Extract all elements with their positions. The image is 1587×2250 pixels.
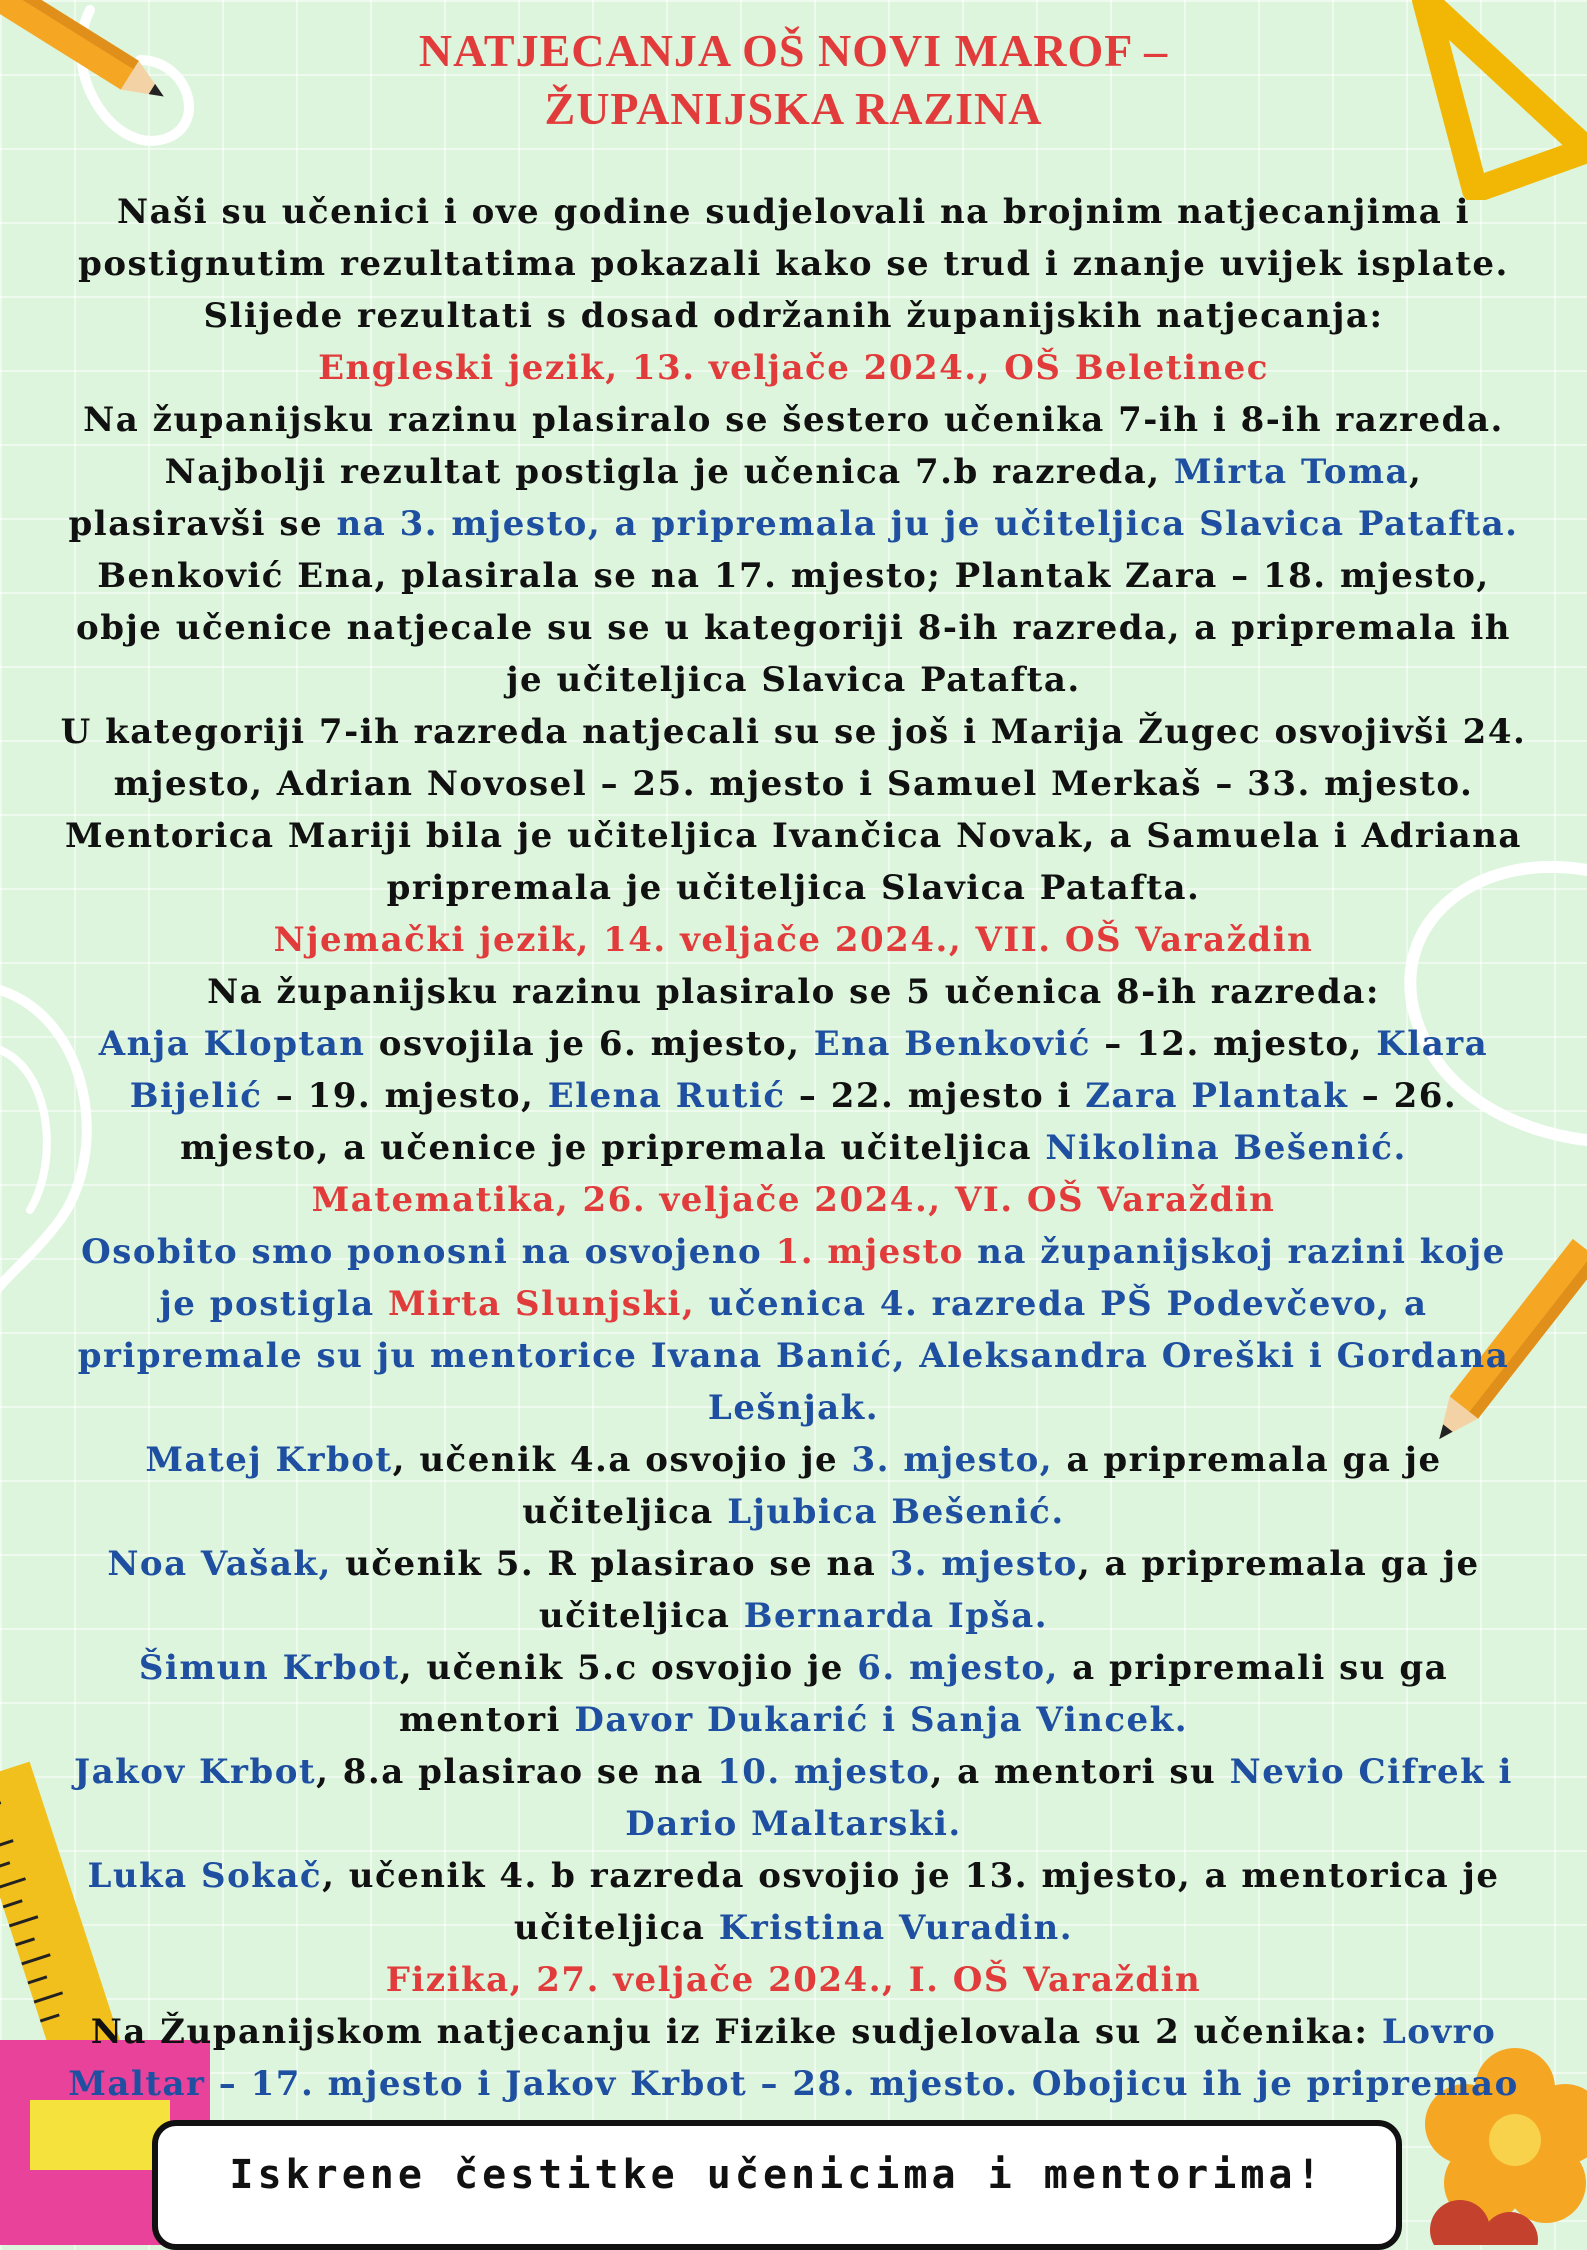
mentor-name: Bernarda Ipša. — [743, 1596, 1049, 1636]
student-name: Anja Kloptan — [98, 1024, 366, 1064]
text-span: učenik 5. R plasirao se na — [331, 1544, 890, 1584]
text-span: – 22. mjesto i — [785, 1076, 1086, 1116]
section-heading-physics: Fizika, 27. veljače 2024., I. OŠ Varaždin — [385, 1960, 1202, 2000]
math-paragraph-2 — [60, 1434, 1527, 1538]
student-name: Mirta Slunjski, — [388, 1284, 696, 1324]
text-span: – 26. mjesto, a učenice je pripremala učiteljica — [180, 1076, 1458, 1168]
student-name: Elena Rutić — [547, 1076, 786, 1116]
text-span: a pripremali su ga mentori — [398, 1648, 1449, 1740]
placement: 10. mjesto — [717, 1752, 931, 1792]
english-paragraph-2 — [60, 446, 1527, 550]
placement: 3. mjesto, — [851, 1440, 1054, 1480]
title-line-2: ŽUPANIJSKA RAZINA — [544, 83, 1043, 134]
text-span: , 8.a plasirao se na — [316, 1752, 718, 1792]
text-span: , plasiravši se — [68, 452, 1423, 544]
text-span: Osobito smo ponosni na osvojeno — [81, 1232, 776, 1272]
math-paragraph-5 — [60, 1746, 1527, 1850]
student-name: Matej Krbot — [145, 1440, 393, 1480]
section-heading-german: Njemački jezik, 14. veljače 2024., VII. OŠ Varaždin — [273, 920, 1314, 960]
section-heading-math: Matematika, 26. veljače 2024., VI. OŠ Varaždin — [311, 1180, 1276, 1220]
math-paragraph-1 — [60, 1226, 1527, 1434]
text-span: na 3. mjesto, a pripremala ju je učiteljica Slavica Patafta. — [336, 504, 1519, 544]
text-span: – 12. mjesto, — [1090, 1024, 1377, 1064]
placement: 1. mjesto — [775, 1232, 964, 1272]
student-name: Jakov Krbot — [74, 1752, 317, 1792]
english-paragraph-5: Mentorica Mariji bila je učiteljica Ivančica Novak, a Samuela i Adriana pripremala je učiteljica Slavica Patafta. — [65, 816, 1522, 908]
english-paragraph-4: U kategoriji 7-ih razreda natjecali su se još i Marija Žugec osvojivši 24. mjesto, Adrian Novosel – 25. mjesto i Samuel Merkaš – 33. mjesto. — [60, 712, 1527, 804]
congratulations-banner — [152, 2120, 1402, 2250]
text-span: , učenik 4.a osvojio je — [392, 1440, 852, 1480]
intro-paragraph: Naši su učenici i ove godine sudjelovali na brojnim natjecanjima i postignutim rezultatima pokazali kako se trud i znanje uvijek isplate. — [78, 192, 1509, 284]
english-paragraph-3: Benković Ena, plasirala se na 17. mjesto; Plantak Zara – 18. mjesto, obje učenice natjecale su se u kategoriji 8-ih razreda, a pripremala ih je učiteljica Slavica Patafta. — [76, 556, 1511, 700]
mentor-name: Nevio Cifrek i Dario Maltarski. — [625, 1752, 1513, 1844]
text-span: , učenik 5.c osvojio je — [399, 1648, 858, 1688]
german-paragraph-1: Na županijsku razinu plasiralo se 5 učenica 8-ih razreda: — [207, 972, 1380, 1012]
mentor-name: Kristina Vuradin. — [718, 1908, 1074, 1948]
text-span: osvojila je 6. mjesto, — [365, 1024, 814, 1064]
german-paragraph-2 — [60, 1018, 1527, 1174]
math-paragraph-6 — [60, 1850, 1527, 1954]
banner-text: Iskrene čestitke učenicima i mentorima! — [229, 2152, 1325, 2198]
student-name: Ena Benković — [813, 1024, 1091, 1064]
student-name: Luka Sokač — [87, 1856, 323, 1896]
math-paragraph-3 — [60, 1538, 1527, 1642]
student-name: Zara Plantak — [1085, 1076, 1349, 1116]
content-body — [60, 186, 1527, 2162]
student-name: Šimun Krbot — [138, 1648, 400, 1688]
intro-subtitle: Slijede rezultati s dosad održanih županijskih natjecanja: — [203, 296, 1384, 336]
english-paragraph-1: Na županijsku razinu plasiralo se šestero učenika 7-ih i 8-ih razreda. — [83, 400, 1504, 440]
page-title — [0, 22, 1587, 138]
text-span: Na Županijskom natjecanju iz Fizike sudjelovala su 2 učenika: — [90, 2012, 1382, 2052]
text-span: , učenik 4. b razreda osvojio je 13. mjesto, a mentorica je učiteljica — [322, 1856, 1500, 1948]
mentor-name: Davor Dukarić i Sanja Vincek. — [574, 1700, 1189, 1740]
math-paragraph-4 — [60, 1642, 1527, 1746]
text-span: Lovro Maltar – 17. mjesto i Jakov Krbot – 28. mjesto. Obojicu ih je pripremao — [68, 2012, 1519, 2104]
title-line-1: NATJECANJA OŠ NOVI MAROF – — [418, 25, 1169, 76]
text-span: na županijskoj razini koje je postigla — [159, 1232, 1506, 1324]
text-span: , a pripremala ga je učiteljica — [538, 1544, 1480, 1636]
placement: 3. mjesto — [889, 1544, 1078, 1584]
student-name: Klara Bijelić — [129, 1024, 1489, 1116]
student-name: Noa Vašak, — [107, 1544, 332, 1584]
text-span: učenica 4. razreda PŠ Podevčevo, a pripremale su ju mentorice Ivana Banić, Aleksandra Oreški i Gordana Lešnjak. — [77, 1284, 1510, 1428]
text-span: a pripremala ga je učiteljica — [522, 1440, 1442, 1532]
placement: 6. mjesto, — [857, 1648, 1059, 1688]
text-span: Najbolji rezultat postigla je učenica 7.b razreda, — [164, 452, 1174, 492]
mentor-name: Nikolina Bešenić. — [1045, 1128, 1407, 1168]
text-span: , a mentori su — [930, 1752, 1230, 1792]
mentor-name: Ljubica Bešenić. — [727, 1492, 1065, 1532]
student-name: Mirta Toma — [1173, 452, 1410, 492]
section-heading-english: Engleski jezik, 13. veljače 2024., OŠ Beletinec — [318, 348, 1269, 388]
text-span: – 19. mjesto, — [262, 1076, 548, 1116]
